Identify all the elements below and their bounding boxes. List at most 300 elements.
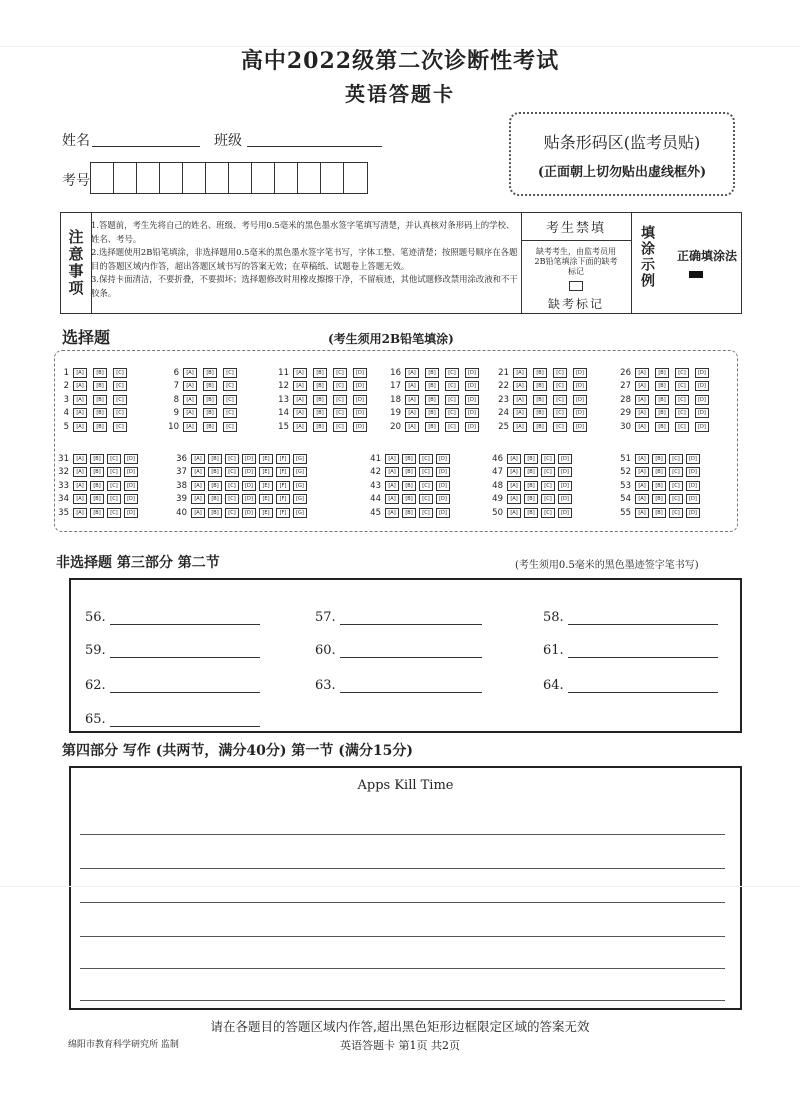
option-bubble[interactable]: [A] <box>73 408 87 418</box>
option-bubble[interactable]: [C] <box>223 408 237 418</box>
writing-line[interactable] <box>80 902 725 903</box>
question-number: 41 <box>370 454 381 464</box>
option-bubble[interactable]: [A] <box>73 494 87 504</box>
option-bubble[interactable]: [C] <box>223 395 237 405</box>
option-bubble[interactable]: [D] <box>558 508 572 518</box>
option-bubble[interactable]: [B] <box>402 508 416 518</box>
option-bubble[interactable]: [B] <box>655 408 669 418</box>
option-bubble[interactable]: [A] <box>73 467 87 477</box>
question-row <box>159 394 243 406</box>
option-bubble[interactable]: [C] <box>541 467 555 477</box>
option-bubble[interactable]: [D] <box>686 481 700 491</box>
writing-line[interactable] <box>80 1000 725 1001</box>
option-bubble[interactable]: [C] <box>445 408 459 418</box>
option-bubble[interactable]: [D] <box>695 381 709 391</box>
option-bubble[interactable]: [A] <box>73 454 87 464</box>
option-bubble[interactable]: [B] <box>425 422 439 432</box>
option-bubble[interactable]: [B] <box>652 494 666 504</box>
option-bubble[interactable]: [B] <box>652 508 666 518</box>
answer-line-57[interactable] <box>340 610 482 625</box>
option-bubble[interactable]: [D] <box>465 395 479 405</box>
option-bubble[interactable]: [A] <box>513 422 527 432</box>
option-bubble[interactable]: [B] <box>203 368 217 378</box>
question-row <box>49 493 141 505</box>
option-bubble[interactable]: [D] <box>695 408 709 418</box>
option-bubble[interactable]: [B] <box>402 454 416 464</box>
option-bubble[interactable]: [C] <box>445 368 459 378</box>
option-bubble[interactable]: [C] <box>553 395 567 405</box>
option-bubble[interactable]: [C] <box>225 481 239 491</box>
answer-line-62[interactable] <box>110 678 260 693</box>
option-bubble[interactable]: [E] <box>259 494 273 504</box>
option-bubble[interactable]: [A] <box>191 467 205 477</box>
option-bubble[interactable]: [B] <box>533 368 547 378</box>
option-bubble[interactable]: [D] <box>465 422 479 432</box>
option-bubble[interactable]: [B] <box>93 408 107 418</box>
option-bubble[interactable]: [A] <box>293 408 307 418</box>
option-bubble[interactable]: [B] <box>313 422 327 432</box>
answer-line-56[interactable] <box>110 610 260 625</box>
option-bubble[interactable]: [B] <box>93 381 107 391</box>
option-bubble[interactable]: [A] <box>191 508 205 518</box>
option-bubble[interactable]: [A] <box>635 508 649 518</box>
question-number: 35 <box>58 507 69 518</box>
question-row <box>483 507 575 519</box>
option-bubble[interactable]: [A] <box>507 467 521 477</box>
option-bubble[interactable]: [C] <box>675 422 689 432</box>
option-bubble[interactable]: [B] <box>652 467 666 477</box>
option-bubble[interactable]: [C] <box>675 381 689 391</box>
option-bubble[interactable]: [D] <box>573 422 587 432</box>
option-bubble[interactable]: [D] <box>465 368 479 378</box>
option-bubble[interactable]: [A] <box>293 422 307 432</box>
option-bubble[interactable]: [D] <box>686 454 700 464</box>
option-bubble[interactable]: [B] <box>655 422 669 432</box>
option-bubble[interactable]: [C] <box>225 494 239 504</box>
option-bubble[interactable]: [A] <box>385 467 399 477</box>
question-row <box>381 407 485 419</box>
option-bubble[interactable]: [G] <box>293 454 307 464</box>
option-bubble[interactable]: [D] <box>558 467 572 477</box>
option-bubble[interactable]: [D] <box>124 481 138 491</box>
option-bubble[interactable]: [D] <box>573 381 587 391</box>
option-bubble[interactable]: [B] <box>425 395 439 405</box>
option-bubble[interactable]: [D] <box>124 508 138 518</box>
question-number: 31 <box>58 454 69 464</box>
option-bubble[interactable]: [A] <box>507 494 521 504</box>
option-bubble[interactable]: [B] <box>90 494 104 504</box>
item-number: 63. <box>315 678 336 693</box>
option-bubble[interactable]: [B] <box>655 395 669 405</box>
option-bubble[interactable]: [C] <box>107 508 121 518</box>
question-row <box>361 453 453 465</box>
option-bubble[interactable]: [D] <box>353 395 367 405</box>
option-bubble[interactable]: [C] <box>223 422 237 432</box>
option-bubble[interactable]: [C] <box>107 454 121 464</box>
option-bubble[interactable]: [A] <box>513 381 527 391</box>
option-bubble[interactable]: [A] <box>635 494 649 504</box>
option-bubble[interactable]: [A] <box>191 481 205 491</box>
question-number: 3 <box>63 394 69 405</box>
option-bubble[interactable]: [E] <box>259 454 273 464</box>
question-number: 50 <box>492 507 503 518</box>
option-bubble[interactable]: [D] <box>436 481 450 491</box>
answer-line-61[interactable] <box>568 643 718 658</box>
question-number: 14 <box>278 408 289 419</box>
item-number: 62. <box>85 678 106 693</box>
section3-title: 第四部分 写作 (共两节，满分40分) 第一节 (满分15分) <box>62 743 413 759</box>
option-bubble[interactable]: [F] <box>276 481 290 491</box>
option-bubble[interactable]: [D] <box>436 494 450 504</box>
question-row <box>159 421 243 433</box>
question-number: 55 <box>620 507 631 518</box>
option-bubble[interactable]: [B] <box>402 481 416 491</box>
notice-box <box>60 212 742 314</box>
option-bubble[interactable]: [B] <box>533 395 547 405</box>
question-row <box>49 394 133 406</box>
option-bubble[interactable]: [C] <box>419 508 433 518</box>
option-bubble[interactable]: [C] <box>113 381 127 391</box>
option-bubble[interactable]: [C] <box>553 381 567 391</box>
writing-line[interactable] <box>80 936 725 937</box>
option-bubble[interactable]: [B] <box>203 395 217 405</box>
question-row <box>483 453 575 465</box>
option-bubble[interactable]: [B] <box>533 408 547 418</box>
option-bubble[interactable]: [B] <box>652 481 666 491</box>
option-bubble[interactable]: [A] <box>635 368 649 378</box>
sample-label: 正确填涂法 <box>677 249 738 263</box>
option-bubble[interactable]: [B] <box>524 508 538 518</box>
option-bubble[interactable]: [D] <box>558 494 572 504</box>
option-bubble[interactable]: [D] <box>242 494 256 504</box>
option-bubble[interactable]: [C] <box>113 408 127 418</box>
option-bubble[interactable]: [B] <box>425 408 439 418</box>
option-bubble[interactable]: [B] <box>93 395 107 405</box>
option-bubble[interactable]: [C] <box>107 494 121 504</box>
option-bubble[interactable]: [B] <box>655 368 669 378</box>
option-bubble[interactable]: [A] <box>191 494 205 504</box>
option-bubble[interactable]: [B] <box>655 381 669 391</box>
option-bubble[interactable]: [A] <box>635 381 649 391</box>
name-field[interactable] <box>92 130 200 147</box>
option-bubble[interactable]: [F] <box>276 467 290 477</box>
option-bubble[interactable]: [C] <box>669 454 683 464</box>
option-bubble[interactable]: [A] <box>183 381 197 391</box>
question-number: 44 <box>370 494 381 505</box>
option-bubble[interactable]: [A] <box>293 395 307 405</box>
writing-area[interactable] <box>69 766 742 1010</box>
option-bubble[interactable]: [A] <box>405 381 419 391</box>
option-bubble[interactable]: [D] <box>353 422 367 432</box>
answer-line-65[interactable] <box>110 712 260 727</box>
writing-line[interactable] <box>80 834 725 835</box>
option-bubble[interactable]: [A] <box>385 481 399 491</box>
option-bubble[interactable]: [C] <box>445 422 459 432</box>
option-bubble[interactable]: [A] <box>635 408 649 418</box>
option-bubble[interactable]: [A] <box>385 508 399 518</box>
option-bubble[interactable]: [A] <box>507 481 521 491</box>
option-bubble[interactable]: [B] <box>313 368 327 378</box>
option-bubble[interactable]: [A] <box>183 368 197 378</box>
option-bubble[interactable]: [C] <box>541 454 555 464</box>
option-bubble[interactable]: [D] <box>436 454 450 464</box>
option-bubble[interactable]: [C] <box>107 467 121 477</box>
class-field[interactable] <box>247 130 382 147</box>
question-number: 38 <box>176 480 187 491</box>
option-bubble[interactable]: [D] <box>695 368 709 378</box>
option-bubble[interactable]: [B] <box>425 368 439 378</box>
option-bubble[interactable]: [B] <box>90 481 104 491</box>
option-bubble[interactable]: [C] <box>223 368 237 378</box>
option-bubble[interactable]: [C] <box>445 381 459 391</box>
option-bubble[interactable]: [D] <box>465 408 479 418</box>
option-bubble[interactable]: [B] <box>203 381 217 391</box>
option-bubble[interactable]: [C] <box>113 422 127 432</box>
option-bubble[interactable]: [C] <box>419 467 433 477</box>
option-bubble[interactable]: [E] <box>259 481 273 491</box>
option-bubble[interactable]: [A] <box>635 422 649 432</box>
option-bubble[interactable]: [D] <box>695 422 709 432</box>
option-bubble[interactable]: [A] <box>507 454 521 464</box>
option-bubble[interactable]: [A] <box>385 454 399 464</box>
option-bubble[interactable]: [A] <box>513 368 527 378</box>
option-bubble[interactable]: [C] <box>333 381 347 391</box>
option-bubble[interactable]: [D] <box>242 508 256 518</box>
option-bubble[interactable]: [C] <box>669 494 683 504</box>
option-bubble[interactable]: [D] <box>465 381 479 391</box>
option-bubble[interactable]: [B] <box>524 454 538 464</box>
option-bubble[interactable]: [B] <box>90 508 104 518</box>
option-bubble[interactable]: [A] <box>635 454 649 464</box>
option-bubble[interactable]: [D] <box>242 454 256 464</box>
option-bubble[interactable]: [A] <box>73 395 87 405</box>
option-bubble[interactable]: [B] <box>524 467 538 477</box>
option-bubble[interactable]: [D] <box>686 494 700 504</box>
sample-heading: 填涂示例 <box>639 225 655 289</box>
option-bubble[interactable]: [C] <box>113 395 127 405</box>
option-bubble[interactable]: [D] <box>558 454 572 464</box>
forbid-desc: 缺考考生，由监考员用2B铅笔填涂下面的缺考标记 <box>534 247 618 276</box>
option-bubble[interactable]: [D] <box>242 467 256 477</box>
option-bubble[interactable]: [D] <box>573 368 587 378</box>
option-bubble[interactable]: [B] <box>402 467 416 477</box>
option-bubble[interactable]: [B] <box>652 454 666 464</box>
option-bubble[interactable]: [B] <box>93 368 107 378</box>
option-bubble[interactable]: [C] <box>445 395 459 405</box>
option-bubble[interactable]: [A] <box>635 481 649 491</box>
option-bubble[interactable]: [B] <box>203 408 217 418</box>
option-bubble[interactable]: [C] <box>333 368 347 378</box>
option-bubble[interactable]: [B] <box>402 494 416 504</box>
option-bubble[interactable]: [B] <box>533 422 547 432</box>
option-bubble[interactable]: [D] <box>124 494 138 504</box>
question-row <box>611 480 703 492</box>
question-number: 48 <box>492 480 503 491</box>
question-number: 4 <box>63 408 69 419</box>
option-bubble[interactable]: [B] <box>425 381 439 391</box>
option-bubble[interactable]: [C] <box>541 508 555 518</box>
option-bubble[interactable]: [B] <box>524 481 538 491</box>
answer-line-58[interactable] <box>568 610 718 625</box>
option-bubble[interactable]: [D] <box>353 381 367 391</box>
option-bubble[interactable]: [C] <box>541 494 555 504</box>
option-bubble[interactable]: [E] <box>259 467 273 477</box>
absent-mark-label: 缺考标记 <box>547 297 604 311</box>
option-bubble[interactable]: [A] <box>507 508 521 518</box>
option-bubble[interactable]: [C] <box>675 368 689 378</box>
option-bubble[interactable]: [A] <box>635 395 649 405</box>
option-bubble[interactable]: [C] <box>419 454 433 464</box>
absent-mark-box[interactable] <box>569 281 583 291</box>
option-bubble[interactable]: [D] <box>686 508 700 518</box>
item-number: 59. <box>85 643 106 658</box>
exam-no-grid[interactable] <box>90 162 368 194</box>
option-bubble[interactable]: [B] <box>208 467 222 477</box>
option-bubble[interactable]: [C] <box>553 368 567 378</box>
barcode-note: (正面朝上切勿贴出虚线框外) <box>537 165 707 180</box>
option-bubble[interactable]: [A] <box>191 454 205 464</box>
option-bubble[interactable]: [F] <box>276 494 290 504</box>
option-bubble[interactable]: [C] <box>419 494 433 504</box>
question-row <box>361 493 453 505</box>
question-number: 47 <box>492 467 503 478</box>
option-bubble[interactable]: [B] <box>90 467 104 477</box>
option-bubble[interactable]: [C] <box>225 454 239 464</box>
exam-no-label: 考号 <box>62 173 90 189</box>
option-bubble[interactable]: [A] <box>405 395 419 405</box>
option-bubble[interactable]: [B] <box>208 508 222 518</box>
option-bubble[interactable]: [D] <box>573 408 587 418</box>
absent-area <box>521 213 631 313</box>
fill-in-area <box>69 578 742 733</box>
item-number: 65. <box>85 712 106 727</box>
option-bubble[interactable]: [G] <box>293 467 307 477</box>
writing-line[interactable] <box>80 968 725 969</box>
answer-line-64[interactable] <box>568 678 718 693</box>
answer-line-60[interactable] <box>340 643 482 658</box>
notice-item: 1.答题前，考生先将自己的姓名、班级、考号用0.5毫米的黑色墨水签字笔填写清楚，并认真核对条形码上的学校、姓名、考号。 <box>91 220 515 244</box>
option-bubble[interactable]: [B] <box>533 381 547 391</box>
option-bubble[interactable]: [B] <box>313 408 327 418</box>
question-row <box>159 407 243 419</box>
option-bubble[interactable]: [D] <box>353 408 367 418</box>
option-bubble[interactable]: [C] <box>553 408 567 418</box>
option-bubble[interactable]: [D] <box>242 481 256 491</box>
option-bubble[interactable]: [D] <box>353 368 367 378</box>
option-bubble[interactable]: [C] <box>113 368 127 378</box>
option-bubble[interactable]: [C] <box>669 508 683 518</box>
option-bubble[interactable]: [C] <box>419 481 433 491</box>
option-bubble[interactable]: [A] <box>293 381 307 391</box>
option-bubble[interactable]: [E] <box>259 508 273 518</box>
option-bubble[interactable]: [A] <box>183 408 197 418</box>
option-bubble[interactable]: [B] <box>313 395 327 405</box>
option-bubble[interactable]: [F] <box>276 454 290 464</box>
option-bubble[interactable]: [B] <box>208 481 222 491</box>
option-bubble[interactable]: [C] <box>675 395 689 405</box>
option-bubble[interactable]: [C] <box>675 408 689 418</box>
option-bubble[interactable]: [G] <box>293 481 307 491</box>
option-bubble[interactable]: [A] <box>183 422 197 432</box>
option-bubble[interactable]: [B] <box>313 381 327 391</box>
option-bubble[interactable]: [C] <box>333 408 347 418</box>
answer-line-63[interactable] <box>340 678 482 693</box>
question-number: 36 <box>176 454 187 464</box>
option-bubble[interactable]: [C] <box>669 467 683 477</box>
option-bubble[interactable]: [A] <box>73 381 87 391</box>
option-bubble[interactable]: [C] <box>669 481 683 491</box>
question-number: 30 <box>620 421 631 432</box>
option-bubble[interactable]: [C] <box>333 395 347 405</box>
answer-line-59[interactable] <box>110 643 260 658</box>
option-bubble[interactable]: [C] <box>553 422 567 432</box>
option-bubble[interactable]: [A] <box>183 395 197 405</box>
footer-page: 英语答题卡 第1页 共2页 <box>340 1039 460 1052</box>
option-bubble[interactable]: [A] <box>513 395 527 405</box>
essay-title: Apps Kill Time <box>357 778 454 793</box>
option-bubble[interactable]: [D] <box>558 481 572 491</box>
option-bubble[interactable]: [A] <box>405 422 419 432</box>
option-bubble[interactable]: [D] <box>436 467 450 477</box>
writing-line[interactable] <box>80 868 725 869</box>
question-row <box>489 367 593 379</box>
page-title: 高中2022级第二次诊断性考试 <box>240 48 560 74</box>
option-bubble[interactable]: [F] <box>276 508 290 518</box>
option-bubble[interactable]: [A] <box>73 481 87 491</box>
option-bubble[interactable]: [C] <box>225 467 239 477</box>
option-bubble[interactable]: [D] <box>695 395 709 405</box>
question-number: 22 <box>498 381 509 392</box>
question-number: 11 <box>278 368 289 378</box>
option-bubble[interactable]: [A] <box>405 368 419 378</box>
name-label: 姓名 <box>62 133 90 149</box>
question-row <box>381 421 485 433</box>
option-bubble[interactable]: [D] <box>686 467 700 477</box>
option-bubble[interactable]: [D] <box>573 395 587 405</box>
option-bubble[interactable]: [A] <box>73 508 87 518</box>
question-number: 45 <box>370 507 381 518</box>
option-bubble[interactable]: [A] <box>635 467 649 477</box>
option-bubble[interactable]: [D] <box>124 454 138 464</box>
option-bubble[interactable]: [B] <box>90 454 104 464</box>
option-bubble[interactable]: [C] <box>225 508 239 518</box>
question-number: 15 <box>278 421 289 432</box>
question-row <box>361 466 453 478</box>
option-bubble[interactable]: [A] <box>73 368 87 378</box>
option-bubble[interactable]: [C] <box>107 481 121 491</box>
option-bubble[interactable]: [D] <box>436 508 450 518</box>
option-bubble[interactable]: [B] <box>208 454 222 464</box>
option-bubble[interactable]: [B] <box>203 422 217 432</box>
option-bubble[interactable]: [B] <box>524 494 538 504</box>
option-bubble[interactable]: [B] <box>93 422 107 432</box>
option-bubble[interactable]: [C] <box>541 481 555 491</box>
option-bubble[interactable]: [G] <box>293 494 307 504</box>
option-bubble[interactable]: [B] <box>208 494 222 504</box>
option-bubble[interactable]: [A] <box>385 494 399 504</box>
footer-org: 绵阳市教育科学研究所 监制 <box>68 1040 179 1050</box>
question-row <box>483 466 575 478</box>
option-bubble[interactable]: [C] <box>333 422 347 432</box>
question-number: 25 <box>498 421 509 432</box>
option-bubble[interactable]: [A] <box>513 408 527 418</box>
option-bubble[interactable]: [G] <box>293 508 307 518</box>
option-bubble[interactable]: [C] <box>223 381 237 391</box>
option-bubble[interactable]: [A] <box>293 368 307 378</box>
option-bubble[interactable]: [A] <box>73 422 87 432</box>
option-bubble[interactable]: [A] <box>405 408 419 418</box>
option-bubble[interactable]: [D] <box>124 467 138 477</box>
